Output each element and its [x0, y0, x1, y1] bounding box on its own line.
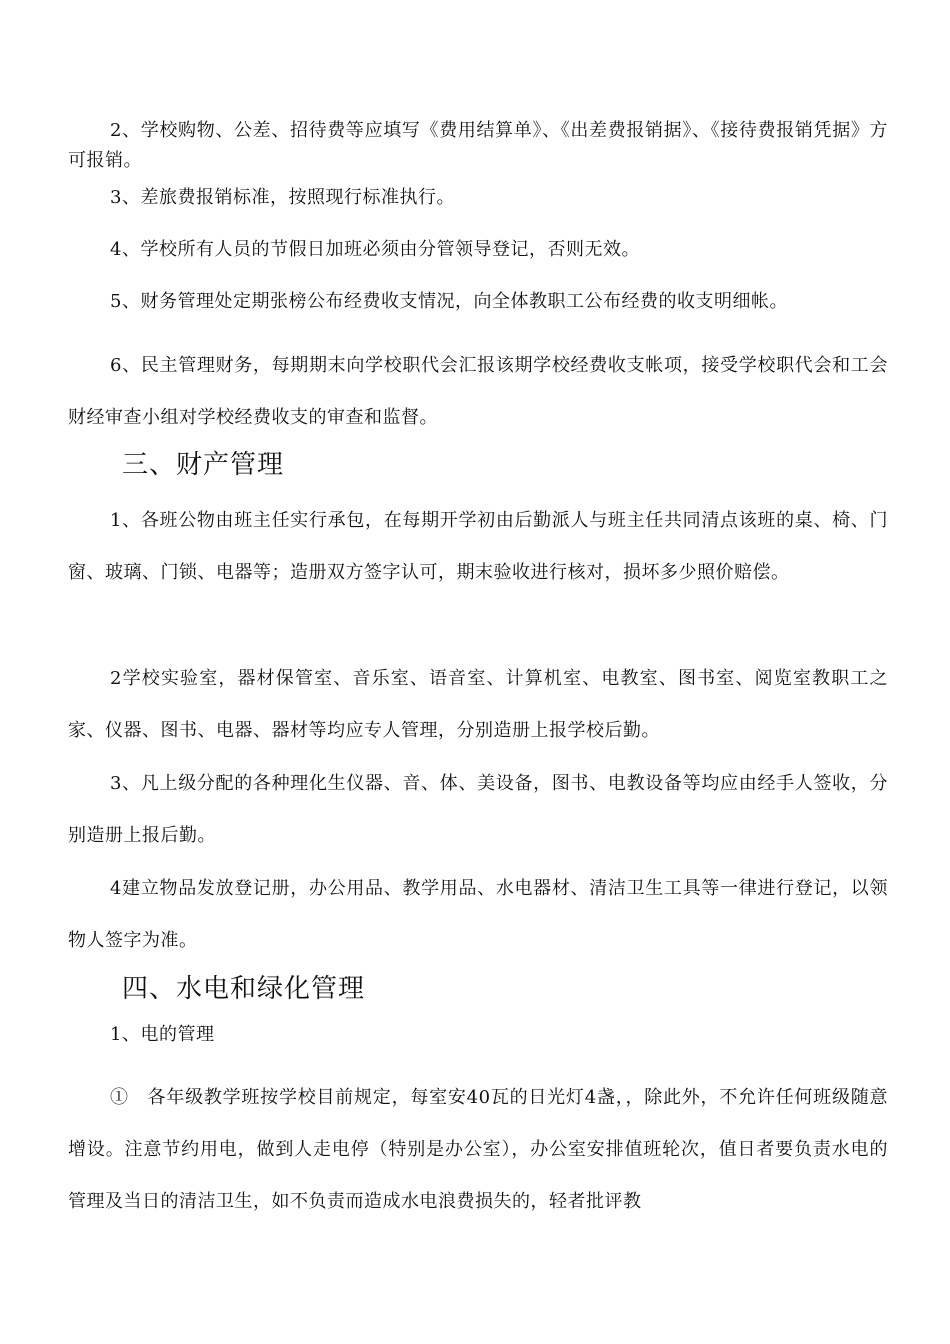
paragraph-property-item-2: 2学校实验室，器材保管室、音乐室、语音室、计算机室、电教室、图书室、阅览室教职工之家、仪器、图书、电器、器材等均应专人管理，分别造册上报学校后勤。 [68, 668, 888, 741]
paragraph-finance-item-2: 2、学校购物、公差、招待费等应填写《费用结算单》、《出差费报销据》、《接待费报销凭据》方可报销。 [68, 120, 888, 171]
paragraph-property-item-1: 1、各班公物由班主任实行承包，在每期开学初由后勤派人与班主任共同清点该班的桌、椅、门窗、玻璃、门锁、电器等；造册双方签字认可，期末验收进行核对，损坏多少照价赔偿。 [68, 510, 888, 583]
paragraph-electricity-item-1: ① 各年级教学班按学校目前规定，每室安40瓦的日光灯4盏，，除此外，不允许任何班级随意增设。注意节约用电，做到人走电停（特别是办公室），办公室安排值班轮次，值日者要负责水电的管理及当日的清洁卫生，如不负责而造成水电浪费损失的，轻者批评教 [68, 1087, 888, 1212]
subheading-electricity: 1、电的管理 [110, 1024, 215, 1045]
paragraph-finance-item-4: 4、学校所有人员的节假日加班必须由分管领导登记，否则无效。 [110, 239, 640, 260]
paragraph-property-item-3: 3、凡上级分配的各种理化生仪器、音、体、美设备，图书、电教设备等均应由经手人签收，分别造册上报后勤。 [68, 773, 888, 846]
paragraph-property-item-4: 4建立物品发放登记册，办公用品、教学用品、水电器材、清洁卫生工具等一律进行登记，以领物人签字为准。 [68, 878, 888, 951]
section-heading-utilities: 四、水电和绿化管理 [122, 974, 366, 1004]
section-heading-property: 三、财产管理 [122, 450, 285, 480]
paragraph-finance-item-6: 6、民主管理财务，每期期末向学校职代会汇报该期学校经费收支帐项，接受学校职代会和工会财经审查小组对学校经费收支的审查和监督。 [68, 355, 888, 428]
paragraph-finance-item-5: 5、财务管理处定期张榜公布经费收支情况，向全体教职工公布经费的收支明细帐。 [110, 291, 788, 312]
paragraph-finance-item-3: 3、差旅费报销标准，按照现行标准执行。 [110, 187, 455, 208]
